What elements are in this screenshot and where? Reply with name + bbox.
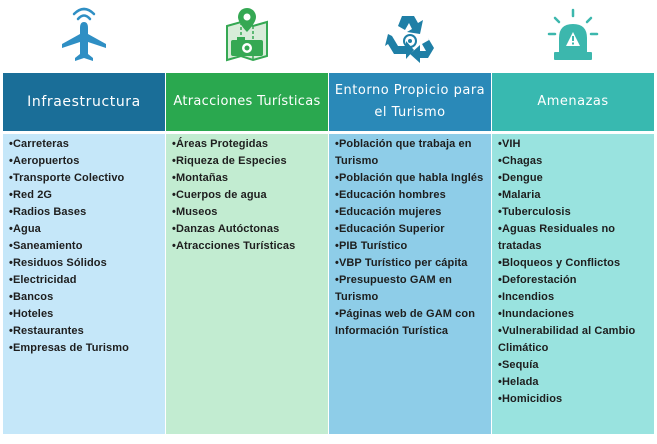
list-item: • Presupuesto GAM en Turismo [335,272,487,306]
item-list [172,136,324,255]
list-item: • Bloqueos y Conflictos [498,255,650,272]
list-item: • Población que habla Inglés [335,170,487,187]
list-item: • Homicidios [498,391,650,408]
column-body [166,134,328,434]
list-item: • Dengue [498,170,650,187]
list-item: • Riqueza de Especies [172,153,324,170]
list-item: • Montañas [172,170,324,187]
list-item: • Residuos Sólidos [9,255,161,272]
list-item: • Deforestación [498,272,650,289]
list-item: • PIB Turístico [335,238,487,255]
list-item: • Educación hombres [335,187,487,204]
footer-strip [329,434,491,444]
list-item: • VIH [498,136,650,153]
column-body [329,134,491,434]
column-header: Atracciones Turísticas [166,73,328,131]
list-item: • Malaria [498,187,650,204]
list-item: • VBP Turístico per cápita [335,255,487,272]
alarm-siren-icon [492,0,654,70]
list-item: • Educación mujeres [335,204,487,221]
list-item: • Carreteras [9,136,161,153]
list-item: • Educación Superior [335,221,487,238]
footer-strip [3,434,165,444]
list-item: • Atracciones Turísticas [172,238,324,255]
column-body [3,134,165,434]
column-entorno [329,0,491,444]
column-header: Infraestructura [3,73,165,131]
airplane-wifi-icon [3,0,165,70]
list-item: • Electricidad [9,272,161,289]
list-item: • Danzas Autóctonas [172,221,324,238]
map-camera-icon [166,0,328,70]
list-item: • Población que trabaja en Turismo [335,136,487,170]
column-infraestructura [3,0,165,444]
footer-strip [492,434,654,444]
list-item: • Empresas de Turismo [9,340,161,357]
column-amenazas [492,0,654,444]
list-item: • Inundaciones [498,306,650,323]
list-item: • Helada [498,374,650,391]
item-list [498,136,650,408]
list-item: • Restaurantes [9,323,161,340]
item-list [335,136,487,340]
list-item: • Red 2G [9,187,161,204]
column-atracciones [166,0,328,444]
list-item: • Áreas Protegidas [172,136,324,153]
column-body [492,134,654,434]
list-item: • Saneamiento [9,238,161,255]
list-item: • Radios Bases [9,204,161,221]
footer-strip [166,434,328,444]
list-item: • Aeropuertos [9,153,161,170]
list-item: • Agua [9,221,161,238]
column-header: Amenazas [492,73,654,131]
list-item: • Tuberculosis [498,204,650,221]
item-list [9,136,161,357]
list-item: • Transporte Colectivo [9,170,161,187]
list-item: • Sequía [498,357,650,374]
list-item: • Hoteles [9,306,161,323]
recycle-icon [329,0,491,70]
list-item: • Vulnerabilidad al Cambio Climático [498,323,650,357]
list-item: • Bancos [9,289,161,306]
list-item: • Páginas web de GAM con Información Turística [335,306,487,340]
list-item: • Cuerpos de agua [172,187,324,204]
list-item: • Museos [172,204,324,221]
list-item: • Aguas Residuales no tratadas [498,221,650,255]
list-item: • Incendios [498,289,650,306]
list-item: • Chagas [498,153,650,170]
column-header: Entorno Propicio para el Turismo [329,73,491,131]
